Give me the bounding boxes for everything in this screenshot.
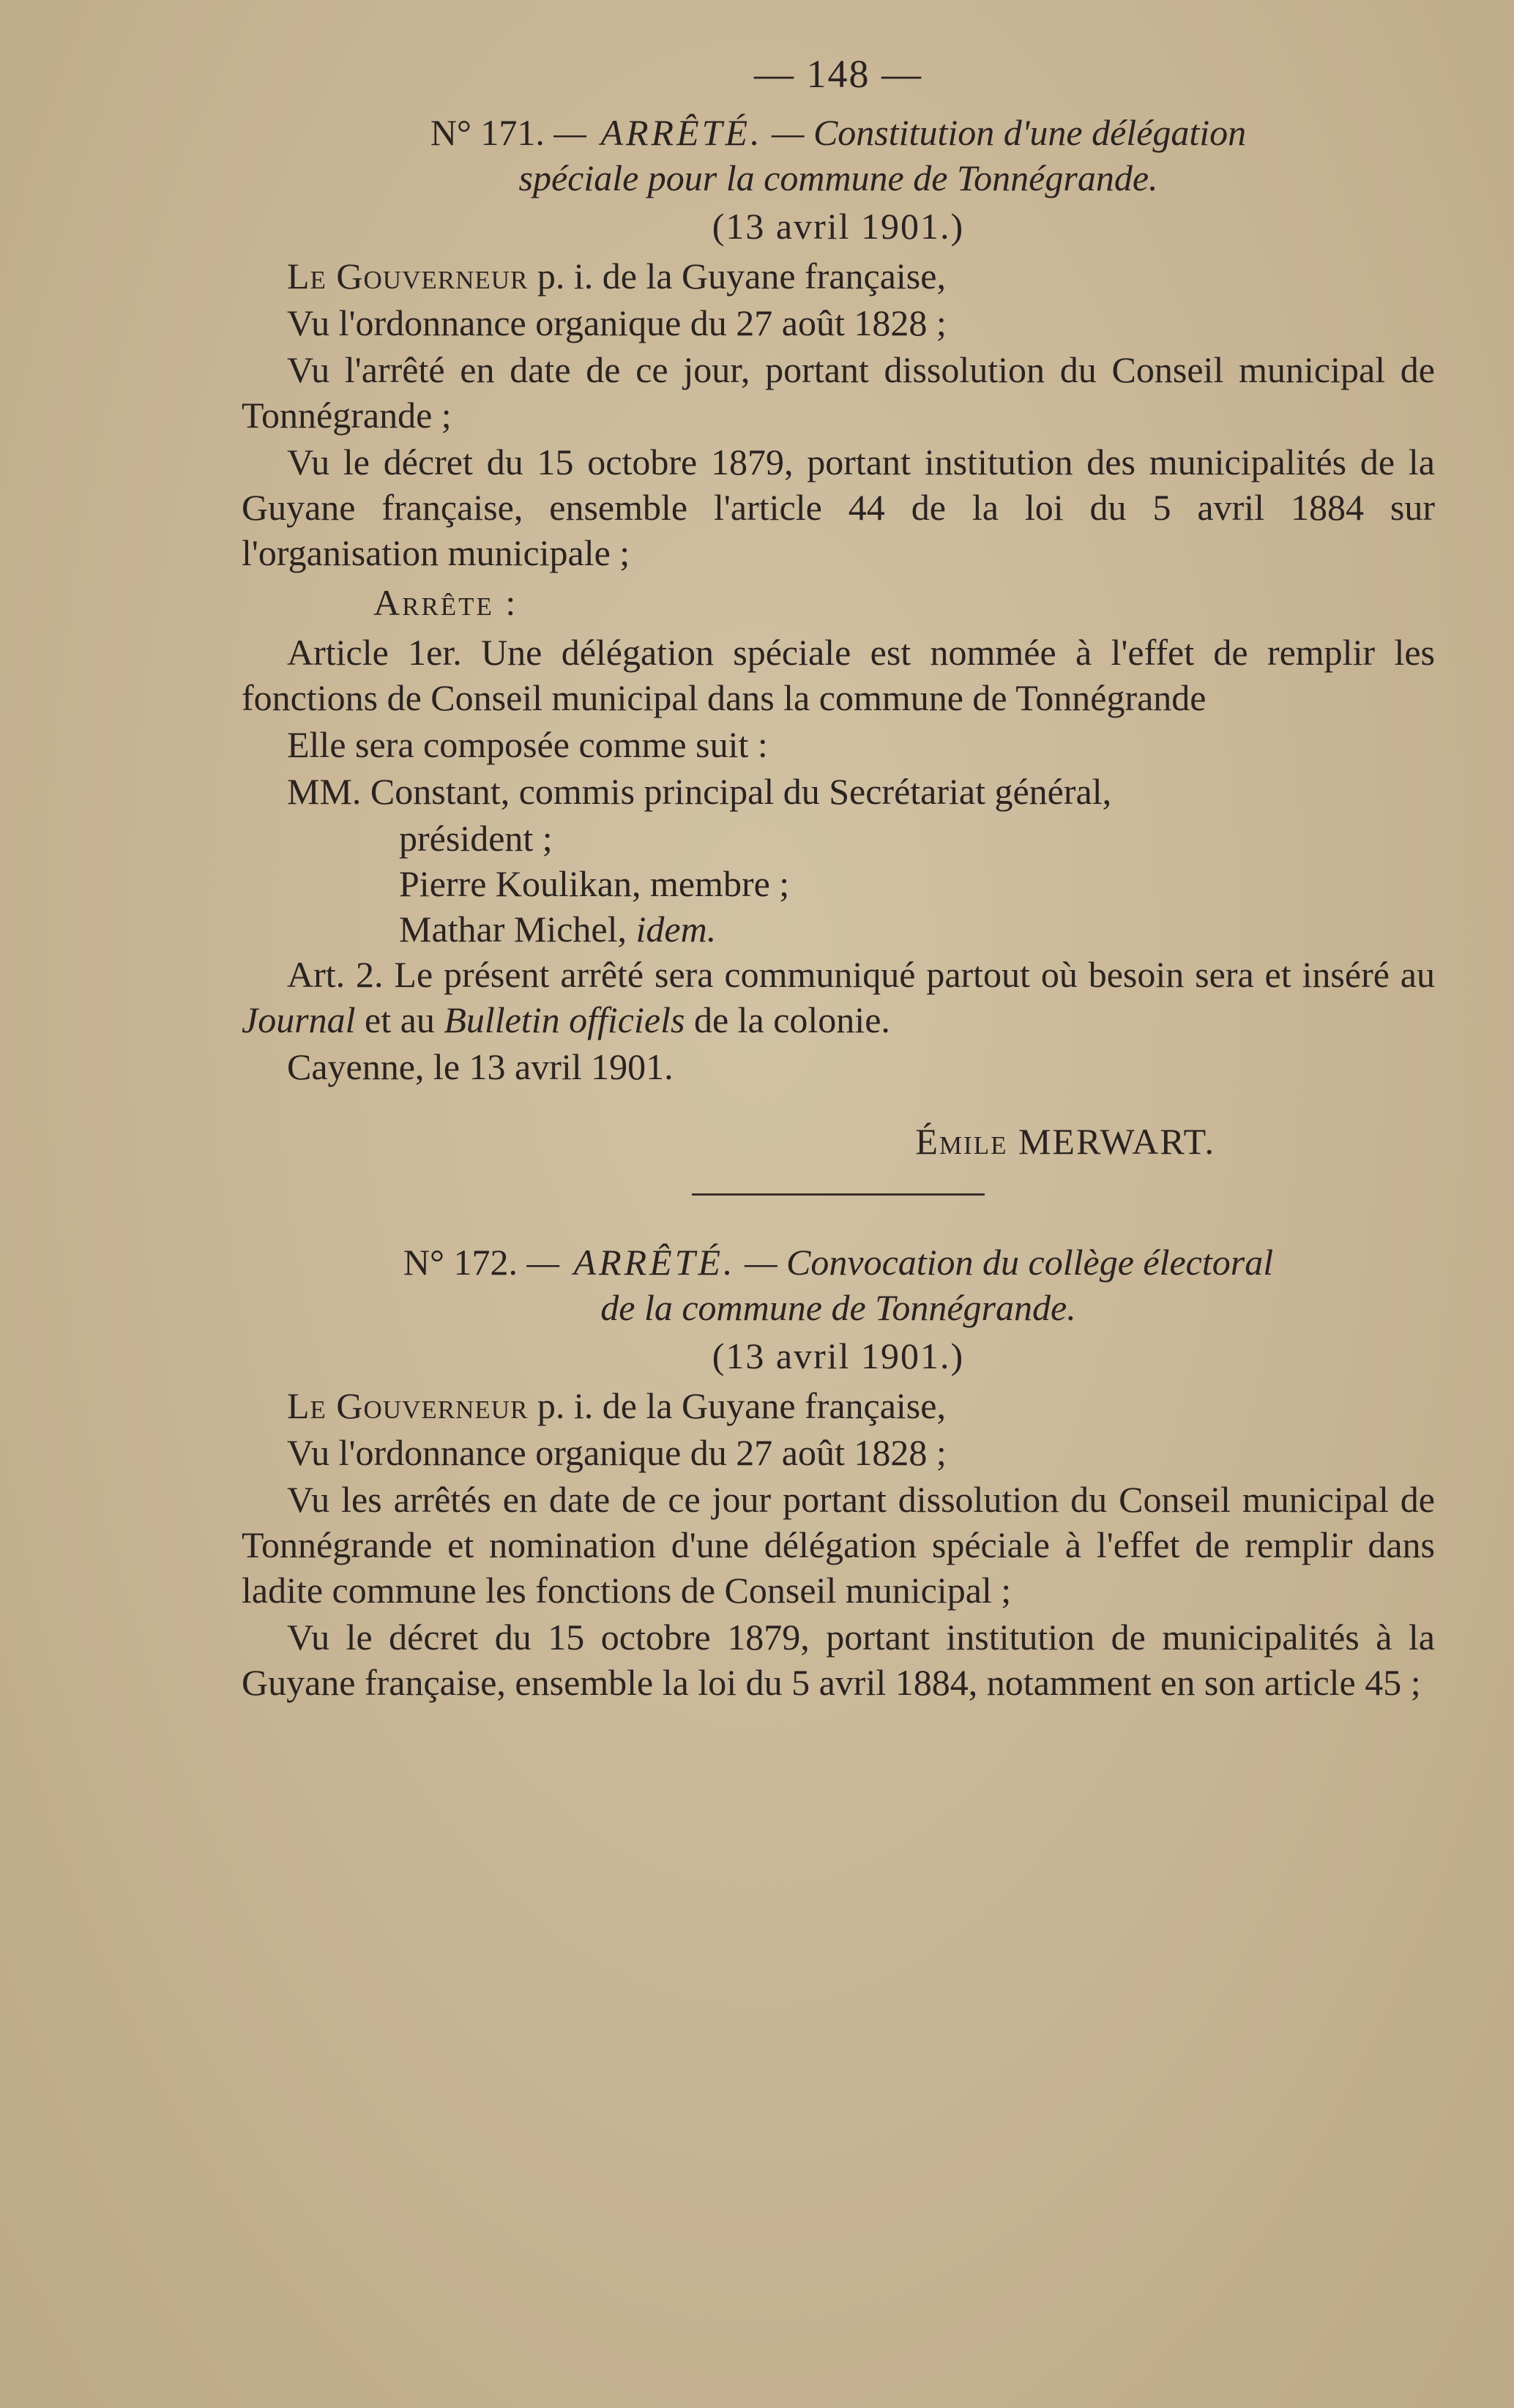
considerant-1: Vu l'ordonnance organique du 27 août 1828 ; [287, 1432, 947, 1473]
decree-date: (13 avril 1901.) [712, 206, 965, 247]
decree-date: (13 avril 1901.) [712, 1335, 965, 1376]
considerant-3: Vu le décret du 15 octobre 1879, portant institution des municipalités de la Guyane française, ensemble l'article 44 de la loi du 5 avril 1884 sur l'organisation municipale ; [242, 441, 1435, 573]
decree-subject-line2: spéciale pour la commune de Tonnégrande. [518, 157, 1158, 198]
decree-heading [242, 110, 1435, 201]
member-1-role: président ; [399, 818, 553, 859]
member-3-name: Mathar Michel, [399, 909, 627, 950]
arrete-label: Arrête : [373, 582, 518, 623]
considerant-2: Vu les arrêtés en date de ce jour portant dissolution du Conseil municipal de Tonnégrande et nomination d'une délégation spéciale à l'effet de remplir dans ladite commune les fonctions de Conseil municipal ; [242, 1479, 1435, 1611]
signature: Émile MERWART. [915, 1121, 1215, 1162]
article-2-text-c: de la colonie. [693, 999, 890, 1040]
decree-number: N° 172. [403, 1242, 518, 1283]
considerant-1: Vu l'ordonnance organique du 27 août 1828 ; [287, 302, 947, 343]
member-2: Pierre Koulikan, membre ; [399, 863, 790, 904]
article-1: Article 1er. Une délégation spéciale est nommée à l'effet de remplir les fonctions de Conseil municipal dans la commune de Tonnégrande [242, 632, 1435, 718]
considerant-2: Vu l'arrêté en date de ce jour, portant dissolution du Conseil municipal de Tonnégrande ; [242, 349, 1435, 436]
article-2-bulletin: Bulletin officiels [444, 999, 685, 1040]
decree-number: N° 171. [430, 112, 545, 153]
decree-171 [242, 110, 1435, 1164]
governor-line [242, 1383, 1435, 1428]
decree-subject-line2: de la commune de Tonnégrande. [600, 1287, 1076, 1328]
composition-intro: Elle sera composée comme suit : [287, 724, 768, 765]
governor-title: Le Gouverneur [287, 256, 529, 297]
member-3 [242, 906, 1435, 952]
governor-title: Le Gouverneur [287, 1385, 529, 1426]
document-page [242, 51, 1435, 1707]
governor-rest: p. i. de la Guyane française, [537, 256, 946, 297]
page-number: — 148 — [754, 52, 922, 96]
member-1: MM. Constant, commis principal du Secrétariat général, [287, 771, 1112, 812]
place-date: Cayenne, le 13 avril 1901. [287, 1046, 674, 1087]
decree-172 [242, 1240, 1435, 1705]
decree-subject-line1: — Constitution d'une délégation [772, 112, 1247, 153]
decree-heading [242, 1240, 1435, 1330]
decree-subject-line1: — Convocation du collège électoral [745, 1242, 1274, 1283]
governor-line [242, 253, 1435, 299]
considerant-3: Vu le décret du 15 octobre 1879, portant institution de municipalités à la Guyane française, ensemble la loi du 5 avril 1884, notamment en son article 45 ; [242, 1617, 1435, 1703]
article-2-text-a: Art. 2. Le présent arrêté sera communiqué partout où besoin sera et inséré au [287, 954, 1435, 995]
article-2 [242, 952, 1435, 1043]
decree-kind: — ARRÊTÉ. [526, 1242, 736, 1283]
decree-kind: — ARRÊTÉ. [553, 112, 763, 153]
article-2-journal: Journal [242, 999, 356, 1040]
article-2-text-b: et au [365, 999, 435, 1040]
member-3-role: idem. [635, 909, 717, 950]
governor-rest: p. i. de la Guyane française, [537, 1385, 946, 1426]
separator-rule [692, 1193, 985, 1196]
